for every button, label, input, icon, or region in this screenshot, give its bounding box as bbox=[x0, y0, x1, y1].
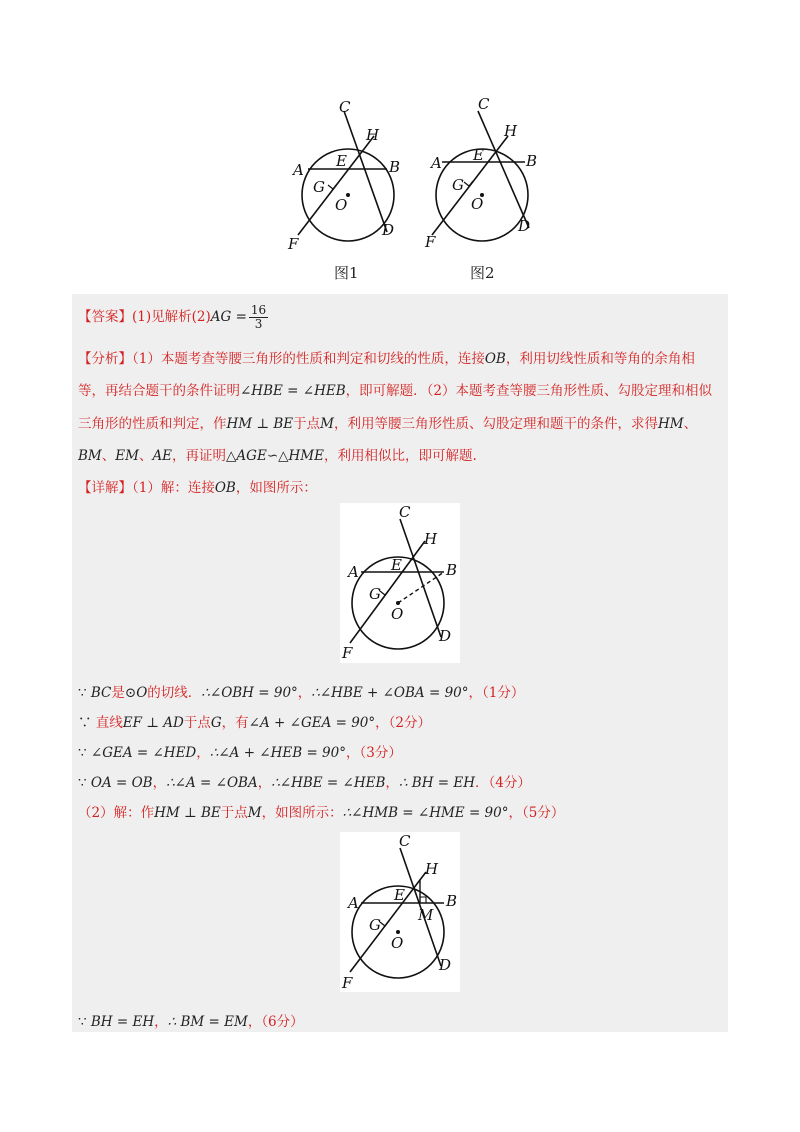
label-A: A bbox=[293, 161, 304, 179]
label-F: F bbox=[288, 235, 299, 253]
score: （1分） bbox=[482, 685, 525, 701]
label-O: O bbox=[471, 195, 484, 213]
label-E: E bbox=[473, 146, 484, 164]
figure-3 bbox=[340, 503, 460, 663]
answer-expr: AG = bbox=[210, 309, 247, 325]
last-line: ∵ BH = EH，∴ BM = EM，（6分） bbox=[78, 1014, 304, 1030]
label-H: H bbox=[504, 122, 518, 140]
label-E: E bbox=[394, 886, 405, 904]
label-B: B bbox=[446, 561, 458, 579]
analysis-line-1: 【分析】（1）本题考查等腰三角形的性质和判定和切线的性质，连接OB，利用切线性质和等角的余角相 bbox=[78, 351, 695, 367]
label-F: F bbox=[342, 974, 353, 992]
label-H: H bbox=[366, 126, 380, 144]
label-A: A bbox=[348, 894, 359, 912]
answer-line bbox=[78, 304, 268, 331]
detail-tag: 【详解】 bbox=[78, 480, 132, 496]
analysis-line-3: 三角形的性质和判定，作HM ⊥ BE于点M，利用等腰三角形性质、勾股定理和题干的条件，求得HM、 bbox=[78, 416, 698, 432]
label-G: G bbox=[452, 176, 464, 194]
label-C: C bbox=[399, 503, 411, 521]
label-O: O bbox=[391, 934, 404, 952]
score: （2分） bbox=[388, 715, 431, 731]
label-D: D bbox=[439, 627, 452, 645]
label-B: B bbox=[446, 892, 458, 910]
score: （5分） bbox=[521, 805, 565, 821]
label-C: C bbox=[399, 832, 411, 850]
label-O: O bbox=[391, 605, 404, 623]
answer-text: (1)见解析(2) bbox=[132, 309, 211, 325]
label-H: H bbox=[425, 860, 439, 878]
label-B: B bbox=[526, 152, 538, 170]
step-4: ∵ OA = OB，∴∠A = ∠OBA，∴∠HBE = ∠HEB，∴ BH = EH．（4分） bbox=[78, 775, 531, 791]
label-D: D bbox=[518, 217, 531, 235]
figure-2-caption: 图2 bbox=[470, 264, 495, 282]
label-B: B bbox=[389, 158, 401, 176]
label-G: G bbox=[369, 585, 381, 603]
analysis-tag: 【分析】 bbox=[78, 351, 132, 367]
analysis-line-4: BM、EM、AE，再证明△AGE∽△HME，利用相似比，即可解题. bbox=[78, 448, 477, 464]
label-E: E bbox=[391, 556, 402, 574]
label-D: D bbox=[382, 221, 395, 239]
label-H: H bbox=[424, 530, 438, 548]
answer-fraction: $\frac{16}{3}$ bbox=[250, 303, 267, 331]
score: （6分） bbox=[261, 1014, 304, 1030]
label-M: M bbox=[418, 906, 434, 924]
label-O: O bbox=[335, 196, 348, 214]
answer-tag: 【答案】 bbox=[78, 309, 132, 325]
label-C: C bbox=[339, 98, 351, 116]
label-G: G bbox=[369, 916, 381, 934]
figure-1 bbox=[286, 94, 416, 258]
figure-1-caption: 图1 bbox=[334, 264, 359, 282]
label-F: F bbox=[425, 233, 436, 251]
label-D: D bbox=[439, 956, 452, 974]
label-G: G bbox=[313, 178, 325, 196]
score: （3分） bbox=[359, 745, 402, 761]
score: （4分） bbox=[488, 775, 531, 791]
step-3: ∵ ∠GEA = ∠HED，∴∠A + ∠HEB = 90°，（3分） bbox=[78, 745, 402, 761]
part2-line: （2）解：作HM ⊥ BE于点M，如图所示：∴∠HMB = ∠HME = 90°，（5分） bbox=[78, 805, 565, 821]
label-F: F bbox=[342, 644, 353, 662]
step-1: ∵ BC是⊙O的切线．∴∠OBH = 90°，∴∠HBE + ∠OBA = 90°，（1分） bbox=[78, 685, 525, 701]
figure-2 bbox=[420, 94, 550, 258]
label-C: C bbox=[478, 95, 490, 113]
figure-4 bbox=[340, 832, 460, 992]
label-A: A bbox=[431, 154, 442, 172]
label-A: A bbox=[348, 563, 359, 581]
analysis-line-2: 等，再结合题干的条件证明∠HBE = ∠HEB，即可解题．（2）本题考查等腰三角形性质、勾股定理和相似 bbox=[78, 383, 712, 399]
detail-line: 【详解】（1）解：连接OB，如图所示： bbox=[78, 480, 317, 496]
step-2: ∵ 直线EF ⊥ AD于点G，有∠A + ∠GEA = 90°，（2分） bbox=[78, 715, 431, 731]
label-E: E bbox=[336, 152, 347, 170]
